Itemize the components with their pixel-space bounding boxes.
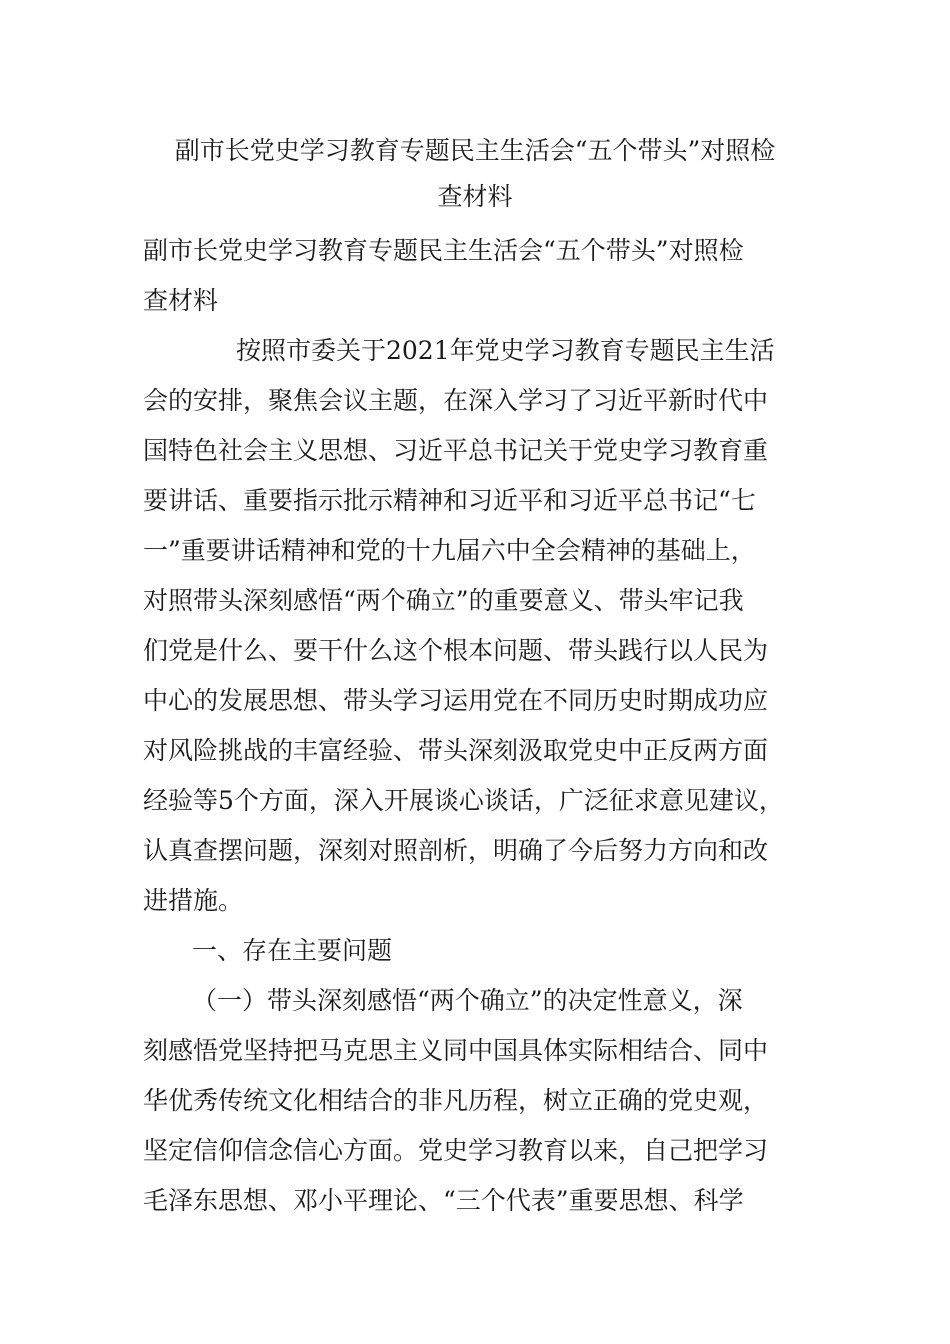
title-line-2: 查材料	[437, 182, 513, 211]
body-line: 按照市委关于2021年党史学习教育专题民主生活	[236, 336, 775, 365]
subtitle-line-2: 查材料	[143, 286, 219, 315]
body-line: 要讲话、重要指示批示精神和习近平和习近平总书记“七	[143, 486, 756, 515]
body-line: （一）带头深刻感悟“两个确立”的决定性意义，深	[192, 986, 743, 1015]
body-line: 坚定信仰信念信心方面。党史学习教育以来，自己把学习	[143, 1136, 769, 1165]
body-line: 认真查摆问题，深刻对照剖析，明确了今后努力方向和改	[143, 836, 769, 865]
body-line: 刻感悟党坚持把马克思主义同中国具体实际相结合、同中	[143, 1036, 769, 1065]
body-line: 毛泽东思想、邓小平理论、“三个代表”重要思想、科学	[143, 1186, 744, 1215]
body-line: 们党是什么、要干什么这个根本问题、带头践行以人民为	[143, 636, 769, 665]
subtitle-line-1: 副市长党史学习教育专题民主生活会“五个带头”对照检	[143, 236, 744, 265]
body-line: 一”重要讲话精神和党的十九届六中全会精神的基础上，	[143, 536, 756, 565]
section-heading: 一、存在主要问题	[192, 936, 393, 965]
body-line: 进措施。	[143, 886, 244, 915]
body-line: 华优秀传统文化相结合的非凡历程，树立正确的党史观，	[143, 1086, 769, 1115]
body-line: 经验等5个方面，深入开展谈心谈话，广泛征求意见建议，	[143, 786, 784, 815]
body-line: 中心的发展思想、带头学习运用党在不同历史时期成功应	[143, 686, 769, 715]
body-line: 国特色社会主义思想、习近平总书记关于党史学习教育重	[143, 436, 769, 465]
body-line: 对照带头深刻感悟“两个确立”的重要意义、带头牢记我	[143, 586, 744, 615]
title-line-1: 副市长党史学习教育专题民主生活会“五个带头”对照检	[174, 136, 776, 165]
body-line: 对风险挑战的丰富经验、带头深刻汲取党史中正反两方面	[143, 736, 769, 765]
document-title	[100, 128, 850, 220]
body-line: 会的安排，聚焦会议主题，在深入学习了习近平新时代中	[143, 386, 769, 415]
